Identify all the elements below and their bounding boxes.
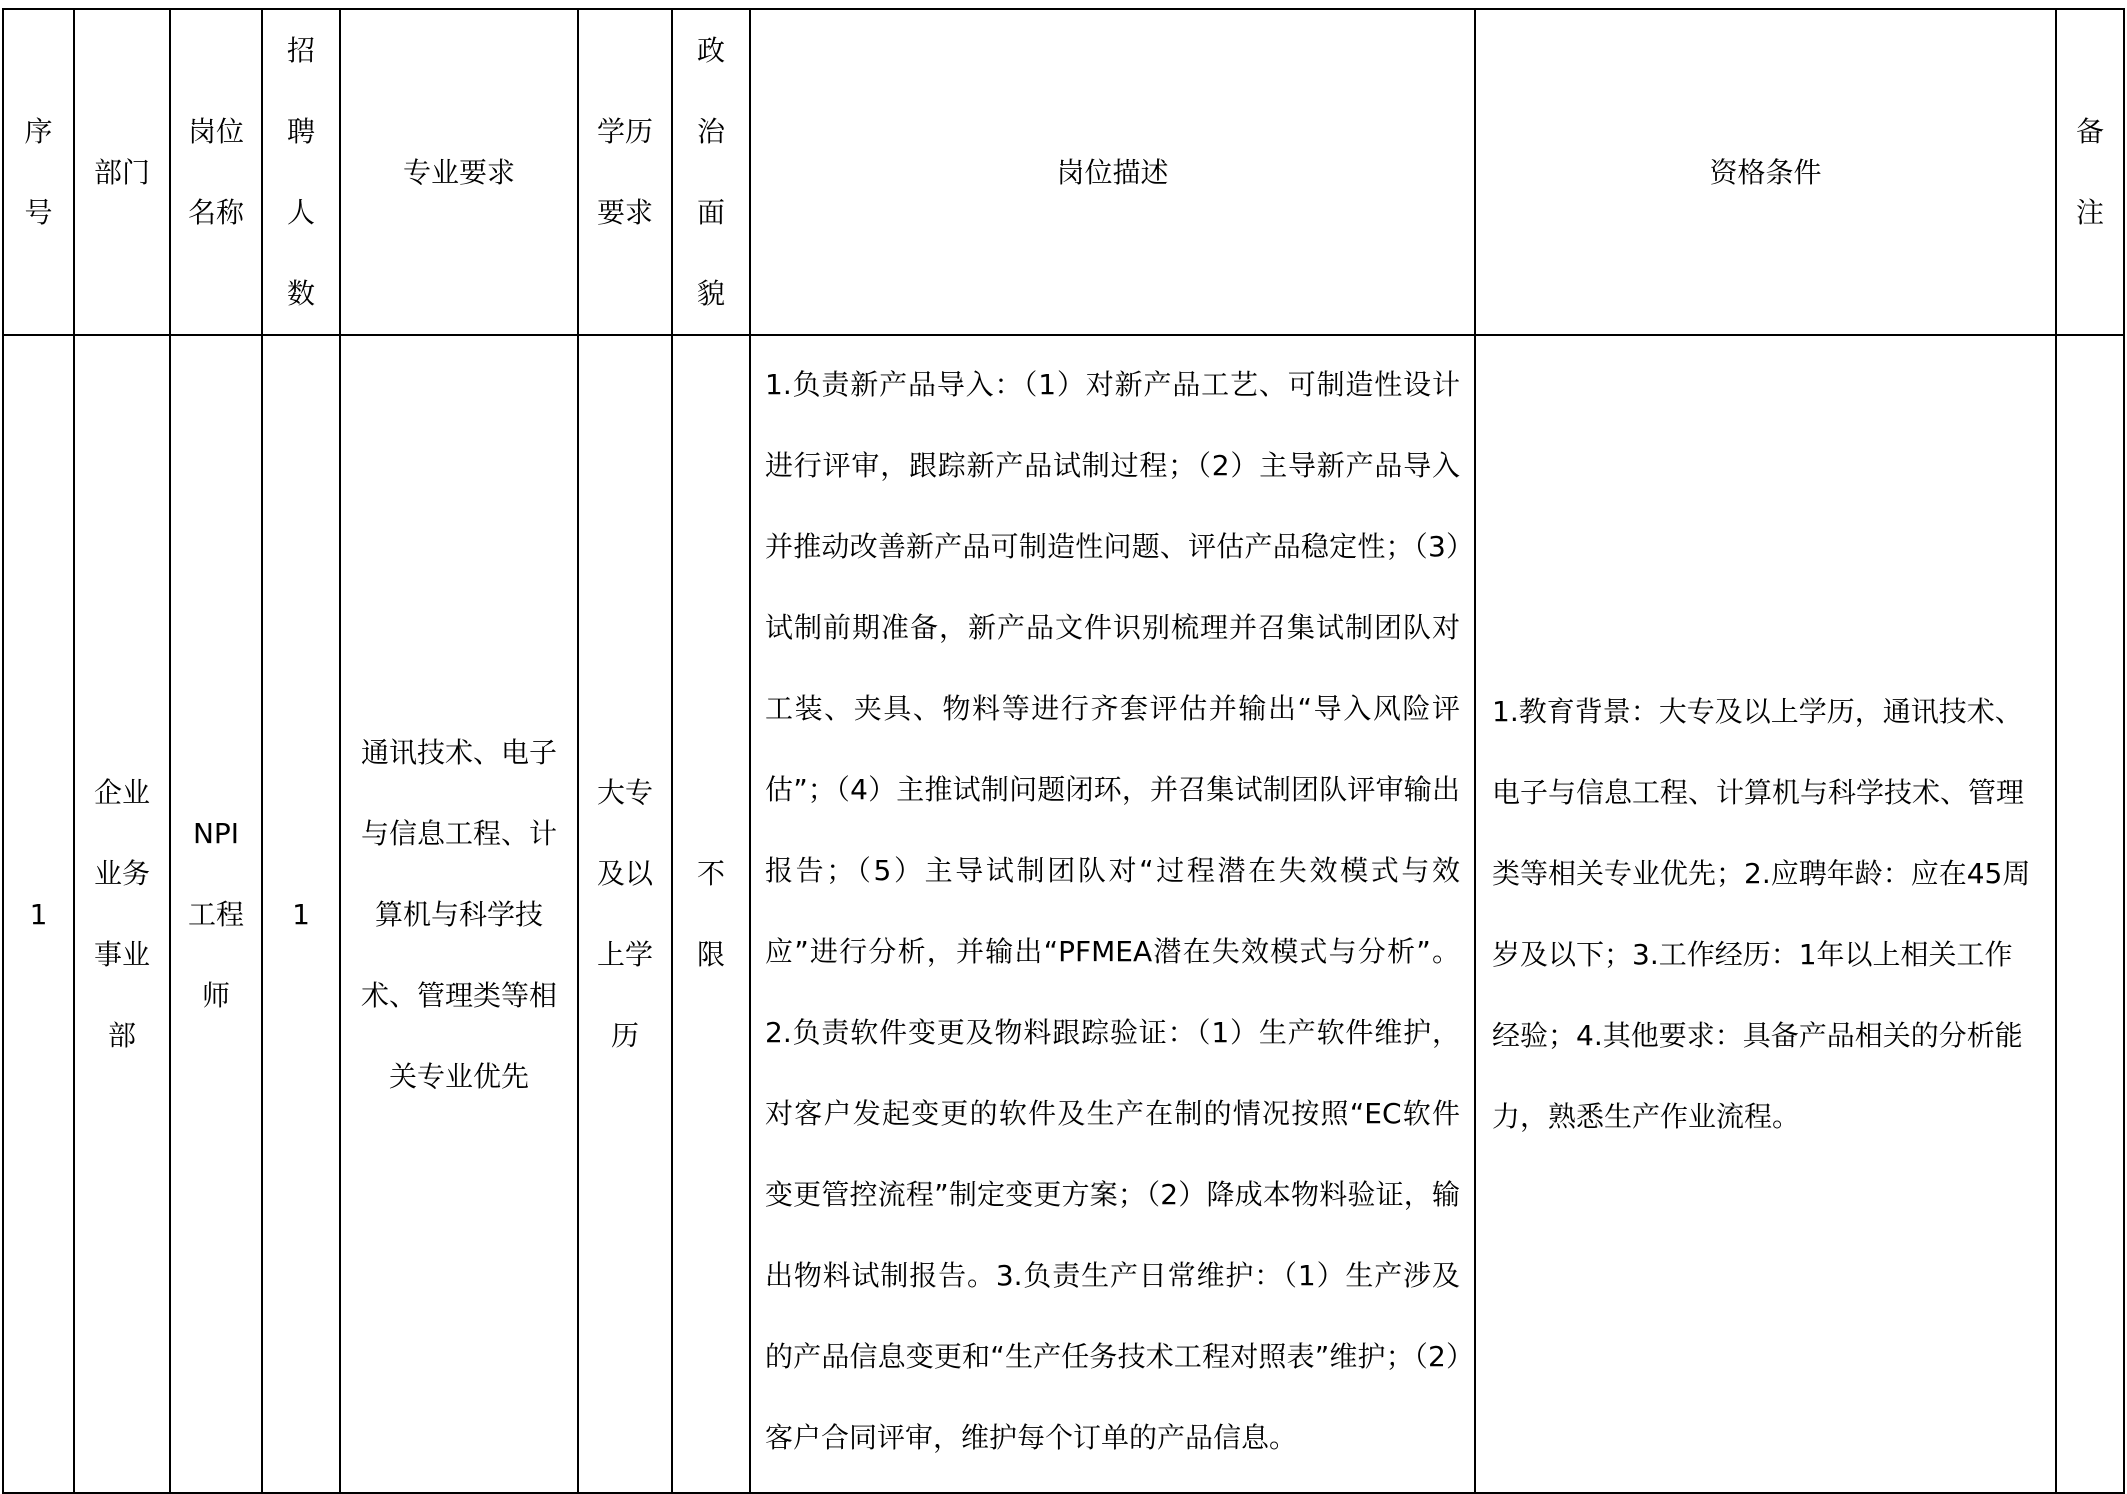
row-desc: 1.负责新产品导入：（1）对新产品工艺、可制造性设计进行评审，跟踪新产品试制过程；（2）主导新产品导入并推动改善新产品可制造性问题、评估产品稳定性；（3）试制前期准备，新产品文件识别梳理并召集试制团队对工装、夹具、物料等进行齐套评估并输出“导入风险评估”；（4）主推试制问题闭环，并召集试制团队评审输出报告；（5）主导试制团队对“过程潜在失效模式与效应”进行分析，并输出“PFMEA潜在失效模式与分析”。2.负责软件变更及物料跟踪验证：（1）生产软件维护，对客户发起变更的软件及生产在制的情况按照“EC软件变更管控流程”制定变更方案；（2）降成本物料验证，输出物料试制报告。3.负责生产日常维护：（1）生产涉及的产品信息变更和“生产任务技术工程对照表”维护；（2）客户合同评审，维护每个订单的产品信息。	[765, 368, 1460, 1454]
table-header-row	[3, 9, 2124, 335]
row-remark-cell	[2056, 335, 2124, 1493]
row-qual: 1.教育背景：大专及以上学历，通讯技术、电子与信息工程、计算机与科学技术、管理类等相关专业优先；2.应聘年龄：应在45周岁及以下；3.工作经历：1年以上相关工作经验；4.其他要求：具备产品相关的分析能力，熟悉生产作业流程。	[1492, 695, 2031, 1133]
header-count-cell	[262, 9, 340, 335]
table-row	[3, 335, 2124, 1493]
header-edu: 学历要求	[596, 115, 653, 229]
row-seq-cell	[3, 335, 74, 1493]
header-qual: 资格条件	[1709, 155, 1822, 189]
header-major-cell	[340, 9, 578, 335]
row-dept-cell	[74, 335, 170, 1493]
row-edu: 大专及以上学历	[596, 776, 653, 1052]
row-post-cell	[170, 335, 262, 1493]
row-post: NPI工程师	[187, 816, 244, 1012]
row-count: 1	[292, 897, 310, 931]
header-major: 专业要求	[402, 155, 515, 189]
header-desc-cell	[750, 9, 1475, 335]
header-political-cell	[672, 9, 750, 335]
header-post: 岗位名称	[187, 115, 244, 229]
header-remark-cell	[2056, 9, 2124, 335]
header-seq: 序号	[24, 115, 53, 229]
row-major-cell	[340, 335, 578, 1493]
row-qual-cell	[1475, 335, 2056, 1493]
header-edu-cell	[578, 9, 672, 335]
header-qual-cell	[1475, 9, 2056, 335]
row-seq: 1	[29, 897, 48, 931]
recruitment-table	[2, 8, 2125, 1494]
row-dept: 企业业务事业部	[93, 776, 150, 1052]
row-count-cell	[262, 335, 340, 1493]
row-political-cell	[672, 335, 750, 1493]
row-edu-cell	[578, 335, 672, 1493]
header-political: 政治面貌	[696, 34, 725, 310]
header-dept-cell	[74, 9, 170, 335]
row-major: 通讯技术、电子与信息工程、计算机与科学技术、管理类等相关专业优先	[360, 735, 557, 1093]
row-desc-cell	[750, 335, 1475, 1493]
header-dept: 部门	[93, 155, 150, 189]
header-seq-cell	[3, 9, 74, 335]
row-political: 不限	[696, 857, 725, 971]
header-desc: 岗位描述	[1056, 155, 1169, 189]
header-post-cell	[170, 9, 262, 335]
header-count: 招聘人数	[286, 34, 315, 310]
header-remark: 备注	[2075, 115, 2104, 229]
